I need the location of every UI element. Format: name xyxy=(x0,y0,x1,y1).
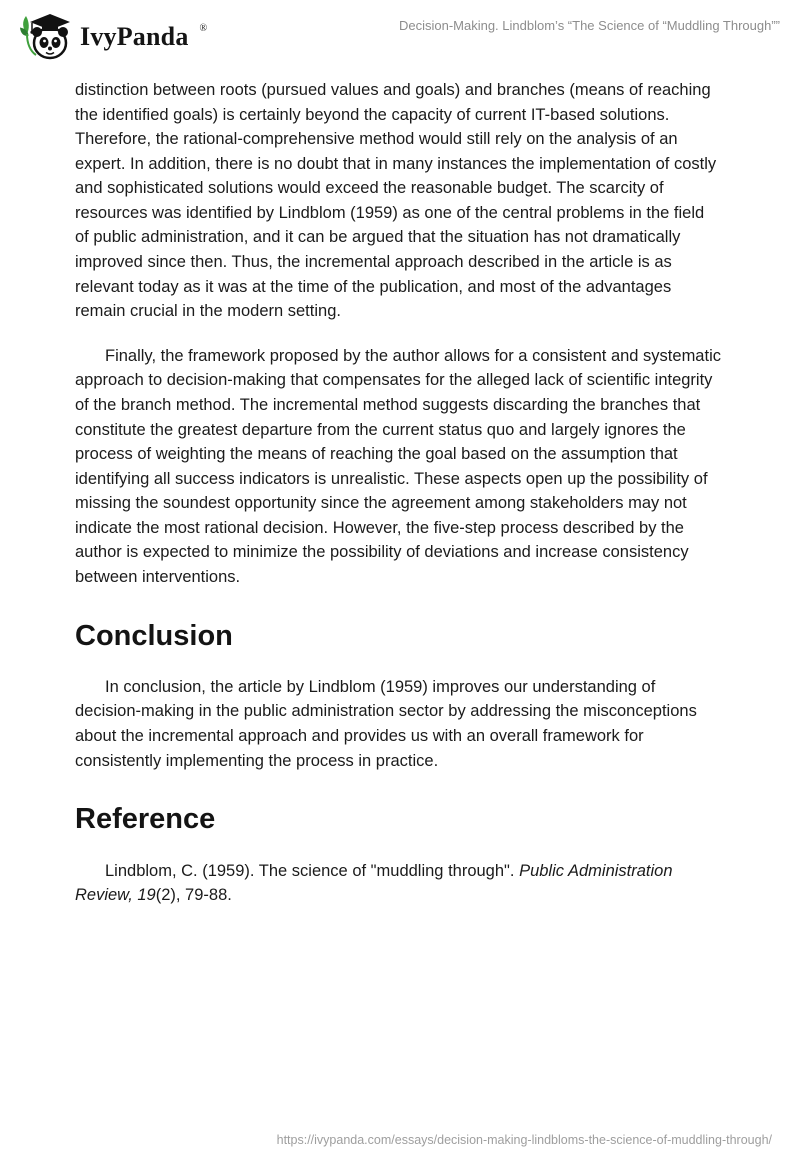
reference-citation xyxy=(75,859,721,908)
registered-trademark: ® xyxy=(199,22,208,34)
brand-logo[interactable] xyxy=(20,13,206,61)
citation-text: Lindblom, C. (1959). The science of "muddling through". xyxy=(105,861,520,880)
reference-heading: Reference xyxy=(75,803,216,836)
source-url: https://ivypanda.com/essays/decision-making-lindbloms-the-science-of-muddling-through/ xyxy=(276,1133,772,1147)
conclusion-heading: Conclusion xyxy=(75,619,233,652)
citation-journal-italic: Public Administration Review, 19 xyxy=(75,861,673,905)
conclusion-paragraph: In conclusion, the article by Lindblom (1959) improves our understanding of decision-making in the public administration sector by addressing the misconceptions about the incremental approach and provides us with an overall framework for consistently implementing the process in practice. xyxy=(75,677,697,770)
citation-pages: (2), 79-88. xyxy=(155,886,232,905)
body-paragraph: distinction between roots (pursued values and goals) and branches (means of reaching the identified goals) is certainly beyond the capacity of current IT-based solutions. Therefore, the rational-comprehensive method would still rely on the analysis of an expert. In addition, there is no doubt that in many instances the implementation of costly and sophisticated solutions would exceed the reasonable budget. The scarcity of resources was identified by Lindblom (1959) as one of the central problems in the field of public administration, and it can be argued that the situation has not dramatically improved since then. Thus, the incremental approach described in the article is as relevant today as it was at the time of the publication, and most of the advantages remain crucial in the modern setting. xyxy=(75,81,717,321)
header xyxy=(0,0,800,70)
brand-name: IvyPanda xyxy=(80,22,189,51)
document-title: Decision-Making. Lindblom’s “The Science of “Muddling Through”” xyxy=(398,18,780,33)
article-body xyxy=(0,70,800,908)
body-paragraph: Finally, the framework proposed by the author allows for a consistent and systematic approach to decision-making that compensates for the alleged lack of scientific integrity of the branch method. The incremental method suggests discarding the branches that constitute the greatest departure from the current status quo and largely ignores the process of weighting the means of reaching the goal based on the assumption that identifying all success indicators is unrealistic. These aspects open up the possibility of missing the soundest opportunity since the agreement among stakeholders may not indicate the most rational decision. However, the five-step process described by the author is expected to minimize the possibility of deviations and increase consistency between interventions. xyxy=(75,346,721,586)
panda-graduation-cap-icon xyxy=(20,13,70,61)
